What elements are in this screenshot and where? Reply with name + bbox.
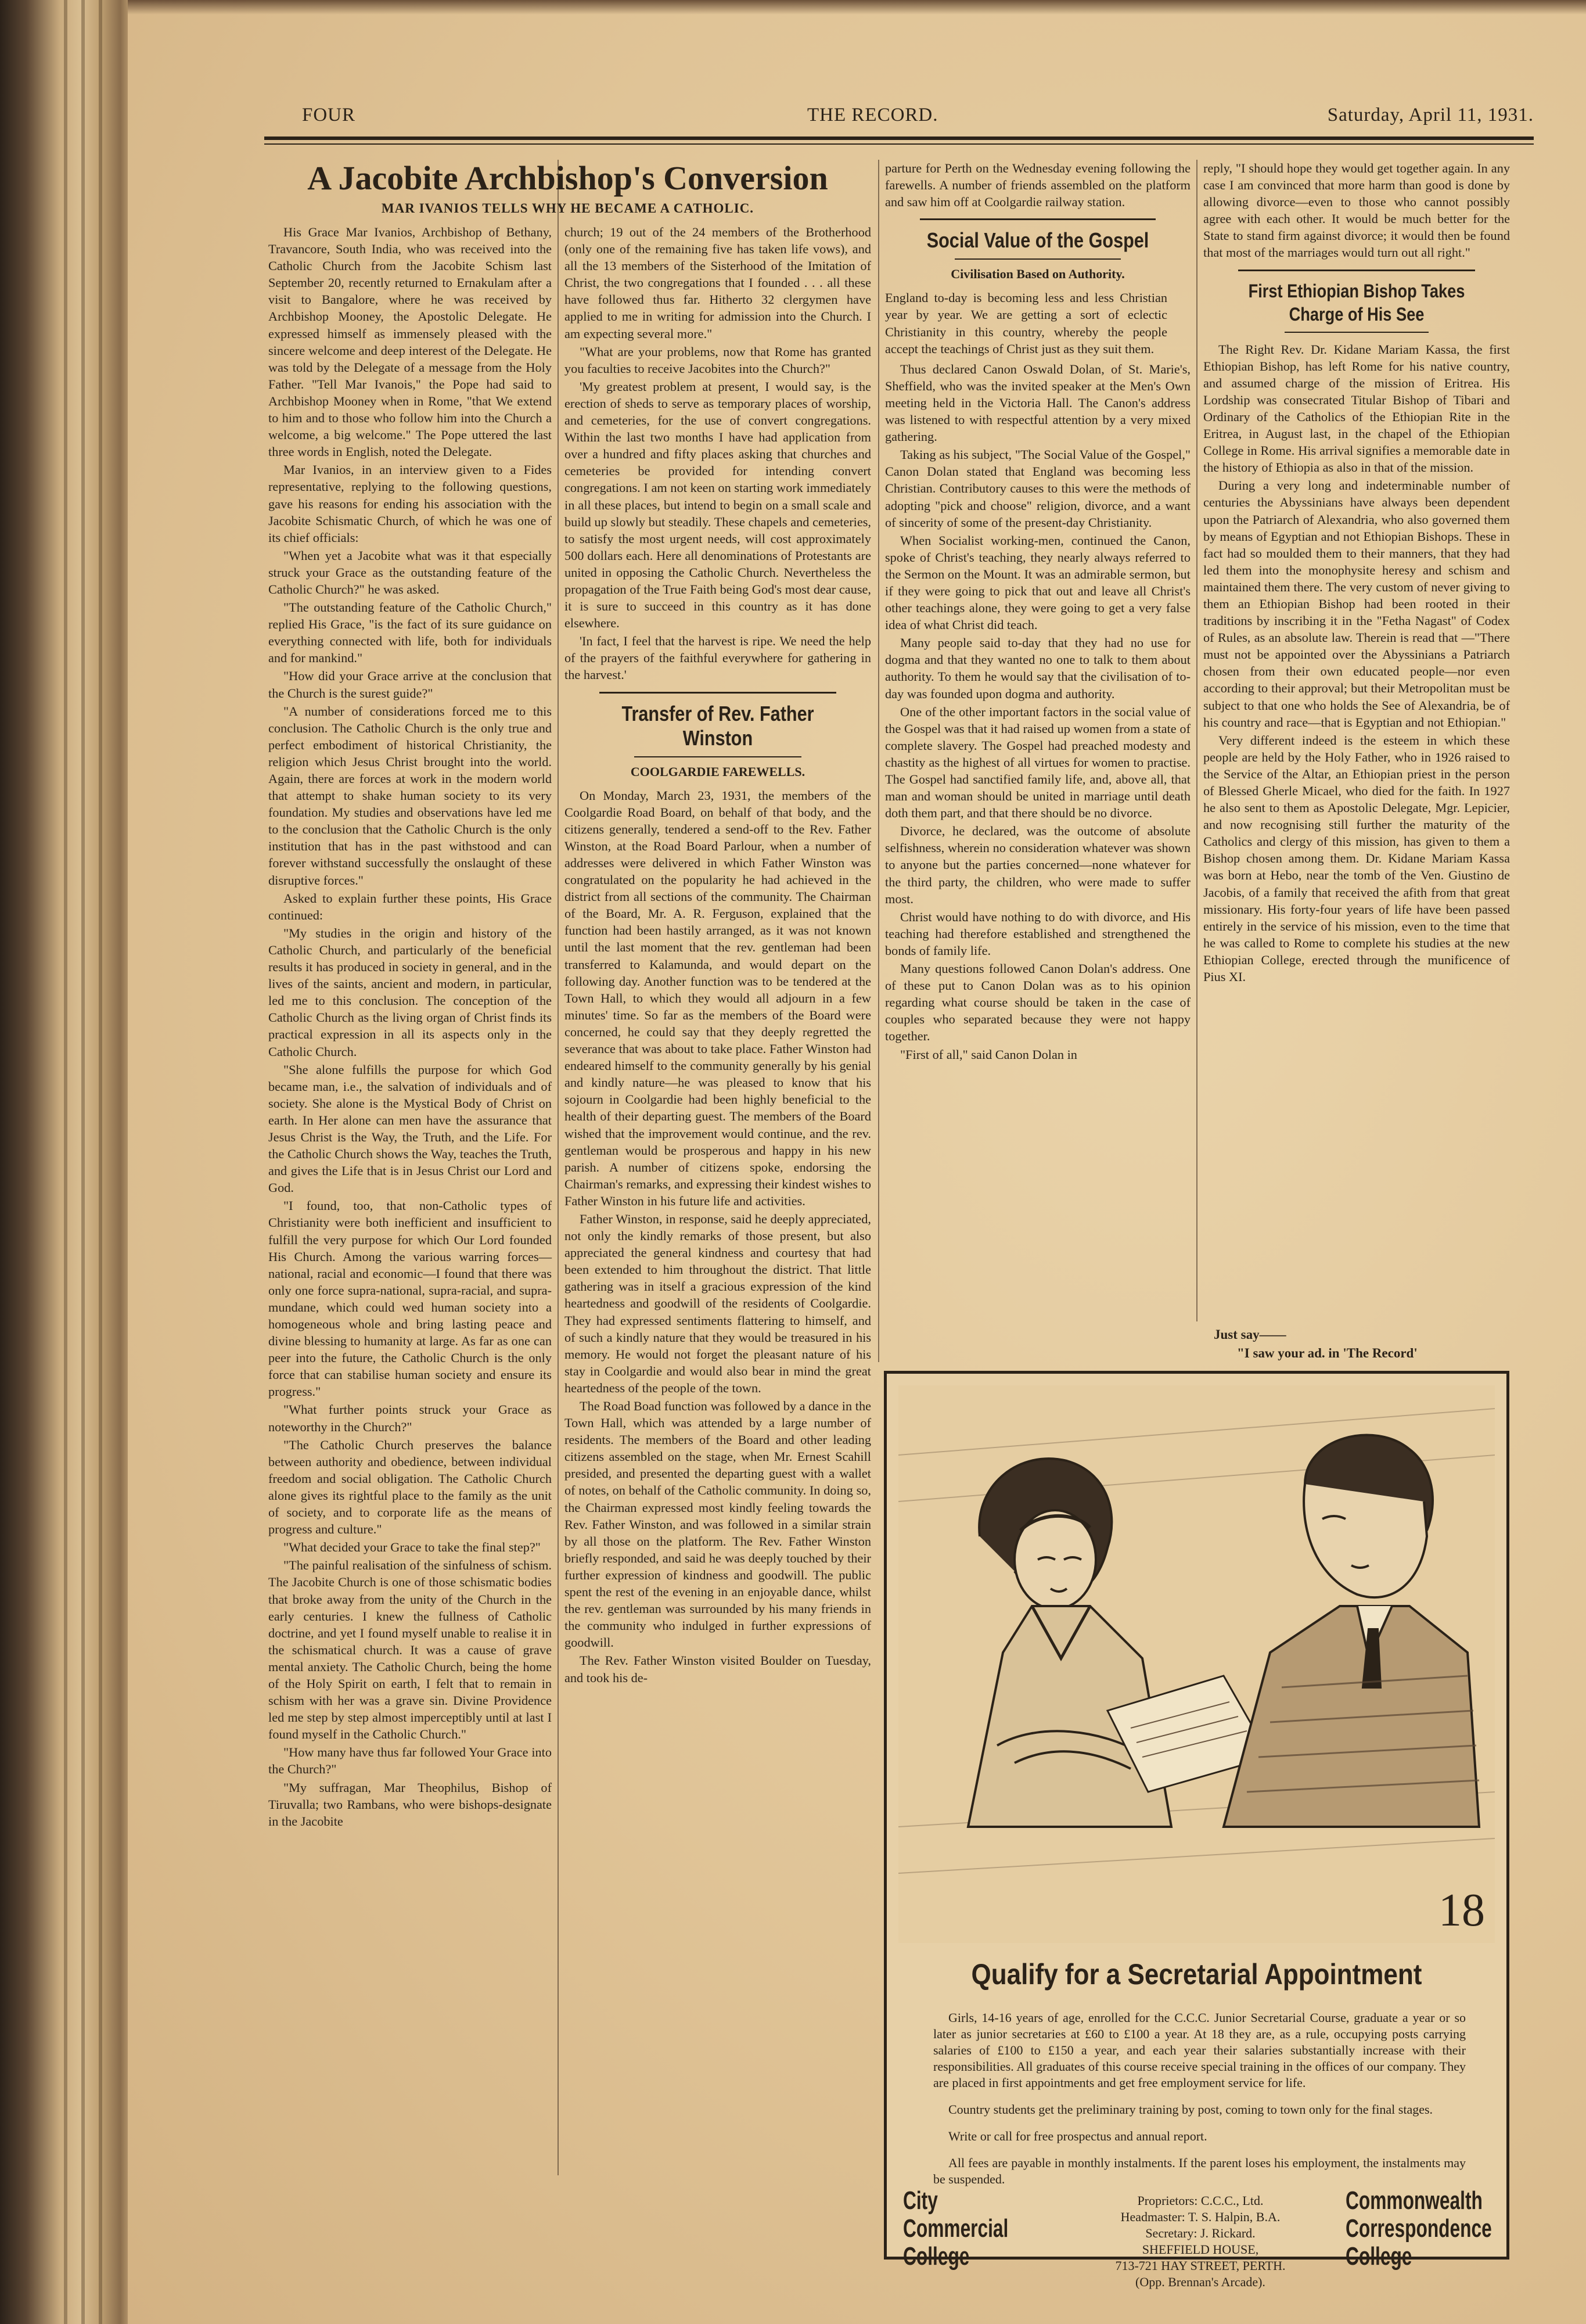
subheadline: MAR IVANIOS TELLS WHY HE BECAME A CATHOLIC. (381, 201, 754, 215)
paragraph: His Grace Mar Ivanios, Archbishop of Bethany, Travancore, South India, who was received into the Catholic Church from the Jacobite Schism last September 20, recently returned to Ernakulam after a visit to Bangalore, where he was received by Archbishop Mooney, the Apostolic Delegate. He expressed himself as immensely pleased with the sincere welcome and deep interest of the Delegate. He was told by the Delegate of a message from the Holy Father. "Tell Mar Ivanois," the Pope had said to Archbishop Mooney when in Rome, "that We extend to him and to those who follow him into the Church a welcome, a big welcome." The Pope uttered the last three words in English, noted the Delegate. (268, 225, 552, 459)
proprietors-block (1049, 2193, 1351, 2290)
column-2 (564, 224, 871, 1687)
paragraph: "What are your problems, now that Rome has granted you faculties to receive Jacobites into the Church?" (564, 344, 871, 376)
brand-line: College (903, 2242, 970, 2271)
paragraph: "I found, too, that non-Catholic types of Christianity were both inefficient and insufficient to fulfill the very purpose for which Our Lord founded His Church. Among the various warring forces—national, racial and economic—I found that there was only one force supra-national, supra-racial, and supra-mundane, which could wed human society into a homogeneous whole and bring lasting peace and divine blessing to humanity at large. As far as one can peer into the future, the Catholic Church is the only force that can stabilise human society and ensure its progress." (268, 1198, 552, 1399)
paper-name: THE RECORD. (807, 105, 938, 125)
teaser-line-2: "I saw your ad. in 'The Record' (1237, 1346, 1418, 1360)
issue-date: Saturday, April 11, 1931. (1327, 105, 1534, 125)
paragraph: "What further points struck your Grace as noteworthy in the Church?" (268, 1402, 552, 1434)
paragraph: 'My greatest problem at present, I would say, is the erection of sheds to serve as temporary places of worship, and cemeteries, for the use of convert congregations. Within the last two months I have had application from over a hundred and fifty places asking that churches and cemeteries be provided for intending convert congregations. I am not keen on starting work immediately in all these places, but intend to begin on a small scale and build up slowly but steadily. These chapels and cemeteries, to satisfy the most urgent needs, will cost approximately 500 dollars each. Here all denominations of Protestants are united in opposing the Catholic Church. Nevertheless the propagation of the True Faith being God's most dear cause, it is sure to succeed in this country as it has done elsewhere. (564, 379, 871, 631)
article-conversion-header (264, 156, 871, 228)
paragraph: All fees are payable in monthly instalments. If the parent loses his employment, the instalments may be suspended. (933, 2156, 1466, 2186)
paragraph: reply, "I should hope they would get together again. In any case I am convinced that more harm than good is done by allowing divorce—even to those who cannot possibly agree with each other. It would be much better for the State to stand firm against divorce; it would then be found that most of the marriages would turn out all right." (1203, 161, 1510, 260)
paragraph: "What decided your Grace to take the final step?" (283, 1540, 541, 1555)
paragraph: Girls, 14-16 years of age, enrolled for the C.C.C. Junior Secretarial Course, graduate a year or so later as junior secretaries at £60 to £100 a year. At 18 they are, as a rule, occupying posts carrying salaries of £100 to £150 a year, and each year their salaries substantially increase with their responsibilities. All graduates of this course receive special training in the offices of our company. They are placed in first appointments and get free employment service for life. (933, 2010, 1466, 2090)
teaser-line-1: Just say—— (1214, 1327, 1286, 1342)
column-1 (268, 224, 552, 1831)
paragraph: On Monday, March 23, 1931, the members of the Coolgardie Road Board, on behalf of that body, and the citizens generally, tendered a send-off to the Rev. Father Winston, at the Road Board Parlour, when a number of addresses were delivered in which Father Winston was congratulated on the popularity he had achieved in the district from all sections of the community. The Chairman of the Board, Mr. A. R. Ferguson, explained that the function had been hastily arranged, as it was not known until the last moment that the rev. gentleman had been transferred to Kalamunda, and would depart on the following day. Another function was to be tendered at the Town Hall, to which they would all adjourn in a few minutes' time. So far as the members of the Board were concerned, he could say that they deeply regretted the severance that was about to take place. Father Winston had endeared himself to the community generally by his genial and kindly nature—he was pleased to know that his sojourn in Coolgardie had been highly beneficial to the health of their departing guest. The members of the Board wished that the improvement would continue, and the rev. gentleman would be prosperous and happy in his new parish. A number of citizens spoke, endorsing the Chairman's remarks, and expressing their kindest wishes to Father Winston in his future life and activities. (564, 788, 871, 1208)
brand-line: Commercial (903, 2214, 1009, 2243)
column-rule (878, 160, 879, 1362)
paragraph: Asked to explain further these points, His Grace continued: (268, 890, 552, 922)
article-winston (564, 787, 871, 1686)
article-conversion-continued (564, 224, 871, 684)
subheadline: COOLGARDIE FAREWELLS. (630, 764, 805, 779)
article-ethiopian-bishop (1203, 341, 1510, 986)
headline: Social Value of the Gospel (926, 228, 1149, 253)
paragraph: Father Winston, in response, said he deeply appreciated, not only the kindly remarks of those present, but also appreciated the general kindness and courtesy that had been extended to him throughout the district. That little gathering was in itself a gracious expression of the kind heartedness and goodwill of the residents of Coolgardie. They had expressed sentiments flattering to himself, and of such a kindly nature that they would be treasured in his memory. He would not forget the pleasant nature of his stay in Coolgardie and would also bear in mind the great heartedness of the people of the town. (564, 1211, 871, 1395)
paragraph: "The Catholic Church preserves the balance between authority and obedience, between individual freedom and social obligation. The Catholic Church alone gives its rightful place to the family as the unit of society, and to corporate life as the means of progress and culture." (268, 1437, 552, 1537)
props-line: SHEFFIELD HOUSE, (1142, 2242, 1259, 2257)
page-edge (99, 0, 102, 2324)
advert-body (933, 2010, 1466, 2198)
paragraph: One of the other important factors in the social value of the Gospel was that it had raised up women from a state of complete slavery. The Gospel had preached modesty and chastity as the highest of all virtues for women to practise. The Gospel had sanctified family life, and, above all, that man and woman should be united in marriage until death doth them part, and that there should be no divorce. (885, 704, 1191, 821)
section-rule (599, 692, 836, 694)
props-line: Secretary: J. Rickard. (1145, 2226, 1256, 2240)
paragraph: Many people said to-day that they had no use for dogma and that they wanted no one to talk to them about authority. To them he would say that the civilisation of to-day was founded upon dogma and authority. (885, 635, 1191, 701)
page-edge (81, 0, 85, 2324)
page-number: FOUR (302, 105, 356, 125)
paragraph: The Rev. Father Winston visited Boulder on Tuesday, and took his de- (564, 1653, 871, 1685)
column-4 (1203, 160, 1510, 986)
section-rule (920, 218, 1156, 220)
paragraph: "When yet a Jacobite what was it that especially struck your Grace as the outstanding feature of the Catholic Church?" he was asked. (268, 548, 552, 597)
paragraph: "The painful realisation of the sinfulness of schism. The Jacobite Church is one of those schismatic bodies that broke away from the unity of the Church in the early centuries. I knew the fullness of Catholic doctrine, and yet I found myself unable to realise it in the schismatical church. It was a cause of grave mental anxiety. The Catholic Church, being the home of the Holy Spirit on earth, I felt that to remain in schism with her was a grave sin. Divine Providence led me step by step almost imperceptibly until at last I found myself in the Catholic Church." (268, 1558, 552, 1742)
paragraph: Divorce, he declared, was the outcome of absolute selfishness, wherein no consideration whatever was shown to anyone but the parties concerned—none whatever for the third party, the children, who were made to suffer most. (885, 824, 1191, 906)
paragraph: Write or call for free prospectus and annual report. (948, 2129, 1207, 2143)
section-rule (1285, 332, 1429, 333)
article-lead: England to-day is becoming less and less Christian year by year. We are getting a sort of eclectic Christianity in this country, whereby the people accept the teachings of Christ just as they suit them. (885, 290, 1167, 356)
paragraph: "How many have thus far followed Your Grace into the Church?" (268, 1745, 552, 1777)
column-3 (885, 160, 1191, 1064)
paragraph: Country students get the preliminary training by post, coming to town only for the final stages. (948, 2102, 1433, 2117)
paragraph: "My suffragan, Mar Theophilus, Bishop of Tiruvalla; two Rambans, who were bishops-designate in the Jacobite (268, 1780, 552, 1829)
page-edge (64, 0, 67, 2324)
props-line: Headmaster: T. S. Halpin, B.A. (1120, 2210, 1281, 2224)
article-winston-continued (885, 160, 1191, 210)
props-line: (Opp. Brennan's Arcade). (1135, 2275, 1265, 2289)
subheadline: Civilisation Based on Authority. (951, 267, 1125, 282)
advert-footer (887, 2186, 1506, 2289)
paragraph: "The outstanding feature of the Catholic Church," replied His Grace, "is the fact of its sure guidance on everything connected with life, both for individuals and for mankind." (268, 600, 552, 666)
paragraph: church; 19 out of the 24 members of the Brotherhood (only one of the remaining five has taken life vows), and all the 13 members of the Sisterhood of the Imitation of Christ, the two congregations that I founded . . . all these have followed thus far. Hitherto 32 clergymen have applied to me in writing for admission into the Church. I am expecting several more." (564, 225, 871, 341)
section-rule (634, 756, 801, 757)
commonwealth-correspondence-college-logo (1346, 2187, 1492, 2271)
props-line: Proprietors: C.C.C., Ltd. (1137, 2193, 1264, 2208)
header-rule (264, 137, 1534, 140)
article-gospel-continued (1203, 160, 1510, 261)
paragraph: "She alone fulfills the purpose for which God became man, i.e., the salvation of individuals and of society. She alone is the Mystical Body of Christ on earth. In Her alone can men have the assurance that Jesus Christ is the Way, the Truth, and the Life. For the Catholic Church shows the Way, teaches the Truth, and gives the Life that is in Jesus Christ our Lord and God. (268, 1062, 552, 1195)
brand-line: City (903, 2186, 938, 2215)
artist-signature: 18 (1438, 1885, 1485, 1936)
paragraph: Many questions followed Canon Dolan's address. One of these put to Canon Dolan was as to his opinion regarding what course should be taken in the case of couples who separated because they were not happy together. (885, 961, 1191, 1044)
paragraph: The Right Rev. Dr. Kidane Mariam Kassa, the first Ethiopian Bishop, has left Rome for his native country, and assumed charge of the mission of Eritrea. His Lordship was consecrated Titular Bishop of Tibari and Ordinary of the Catholics of the Ethiopian Rite in the Eritrea, in August last, in the chapel of the Ethiopian College in Rome. His arrival signifies a memorable date in the history of Ethiopia as also in that of the mission. (1203, 342, 1510, 475)
paragraph: When Socialist working-men, continued the Canon, spoke of Christ's teaching, they nearly always referred to the Sermon on the Mount. It was an admirable sermon, but if they were going to pick that out and leave all Christ's other teachings alone, they were going to get a very false idea of what Christ did teach. (885, 533, 1191, 633)
headline: First Ethiopian Bishop Takes Charge of His See (1248, 280, 1465, 325)
paragraph: Very different indeed is the esteem in which these people are held by the Holy Father, who in 1926 raised to the Service of the Altar, an Ethiopian priest in the person of Blessed Gherle Micael, who died for the faith. In 1927 he also sent to them as Apostolic Delegate, Mgr. Lepicier, and now recognising still further the maturity of the Catholics and clergy of this mission, has given to them a Bishop chosen among them. Dr. Kidane Mariam Kassa was born at Hebo, near the tomb of the Ven. Giustino de Jacobis, of a family that received the afith from that great missionary. His forty-four years of life have been passed entirely in the service of his mission, even to the time that he was called to Rome to complete his studies at the new Ethiopian College, erected through the munificence of Pius XI. (1203, 732, 1510, 985)
column-rule (1196, 160, 1197, 1321)
props-line: 713-721 HAY STREET, PERTH. (1115, 2258, 1286, 2273)
paragraph: parture for Perth on the Wednesday evening following the farewells. A number of friends assembled on the platform and saw him off at Coolgardie railway station. (885, 161, 1191, 210)
headline: Transfer of Rev. Father Winston (621, 701, 814, 750)
paragraph: 'In fact, I feel that the harvest is ripe. We need the help of the prayers of the faithful everywhere for gathering in the harvest.' (564, 634, 871, 683)
paragraph: "How did your Grace arrive at the conclusion that the Church is the surest guide?" (268, 669, 552, 701)
advert-illustration (898, 1385, 1495, 1943)
brand-line: College (1346, 2242, 1412, 2271)
brand-line: Commonwealth (1346, 2186, 1483, 2215)
column-rule (558, 160, 559, 2175)
brand-line: Correspondence (1346, 2214, 1492, 2243)
paragraph: "A number of considerations forced me to this conclusion. The Catholic Church is the only true and perfect embodiment of historical Christianity, the religion which Jesus Christ brought into the world. Again, there are forces at work in the modern world that attempt to shake human society to its very foundation. My studies and observations have led me to the conclusion that the Catholic Church is the only institution that has in the past withstood and can forever withstand successfully the onslaught of these disruptive forces." (268, 703, 552, 888)
header-rule-thin (264, 143, 1534, 145)
headline: A Jacobite Archbishop's Conversion (307, 159, 828, 197)
section-rule (1238, 270, 1475, 271)
running-header (174, 105, 1534, 134)
secretarial-college-advert (884, 1371, 1509, 2289)
advert-headline: Qualify for a Secretarial Appointment (971, 1958, 1422, 1991)
paragraph: Christ would have nothing to do with divorce, and His teaching had therefore established and strengthened the bonds of family life. (885, 909, 1191, 958)
paragraph: The Road Boad function was followed by a dance in the Town Hall, which was attended by a large number of residents. The members of the Board and other leading citizens assembled on the stage, when Mr. Ernest Scahill presided, and presented the departing guest with a wallet of notes, on behalf of the Catholic community. In doing so, the Chairman expressed most kindly feeling towards the Rev. Father Winston, and was followed in a similar strain by all those on the platform. The Rev. Father Winston briefly responded, and said he was deeply touched by their further expression of kindness and goodwill. The public spent the rest of the evening in an enjoyable dance, whilst the rev. gentleman was surrounded by his many friends in the community who indulged in further expressions of goodwill. (564, 1399, 871, 1650)
section-rule (955, 258, 1121, 260)
article-gospel (885, 361, 1191, 1063)
paragraph: Thus declared Canon Oswald Dolan, of St. Marie's, Sheffield, who was the invited speaker at the Men's Own meeting held in the Victoria Hall. The Canon's address was listened to with respectful attention by a very mixed gathering. (885, 361, 1191, 444)
paragraph: Taking as his subject, "The Social Value of the Gospel," Canon Dolan stated that England was becoming less Christian. Contributory causes to this were the methods of adopting "pick and choose" religion, divorce, and a want of sincerity of some of the present-day Christianity. (885, 447, 1191, 530)
paragraph: "My studies in the origin and history of the Catholic Church, and particularly of the beneficial results it has produced in society in general, and in the lives of the saints, ancient and modern, in particular, led me to this conclusion. The conception of the Catholic Church as the living organ of Christ finds its practical expression in all its aspects only in the Catholic Church. (268, 925, 552, 1059)
city-commercial-college-logo (903, 2187, 1008, 2271)
paragraph: "First of all," said Canon Dolan in (900, 1047, 1077, 1062)
advert-teaser (1214, 1326, 1418, 1363)
book-binding-edge (0, 0, 134, 2324)
page-top-shadow (128, 0, 1586, 15)
paragraph: Mar Ivanios, in an interview given to a Fides representative, replying to the following questions, gave his reasons for ending his association with the Jacobite Schismatic Church, of which he was one of its chief officials: (268, 462, 552, 545)
paragraph: During a very long and indeterminable number of centuries the Abyssinians have always been dependent upon the Patriarch of Alexandria, who also governed them by means of Egyptian and not Ethiopian Bishops. These in fact had so moulded them to their manners, that they had led them into the monophysite heresy and schism and maintained them there. The very custom of never giving to them an Ethiopian Bishop had been rooted in their traditions by inscribing it in the "Fetha Nagast" of Codex of Rules, as an absolute law. Therein is read that —"There must not be appointed over the Abyssinians a Patriarch chosen from their own educated people—nor even according to their approval; but their Metropolitan must be subject to that one who holds the See of Alexandria, be of his country and race—that is Egyptian and not Ethiopian." (1203, 478, 1510, 730)
